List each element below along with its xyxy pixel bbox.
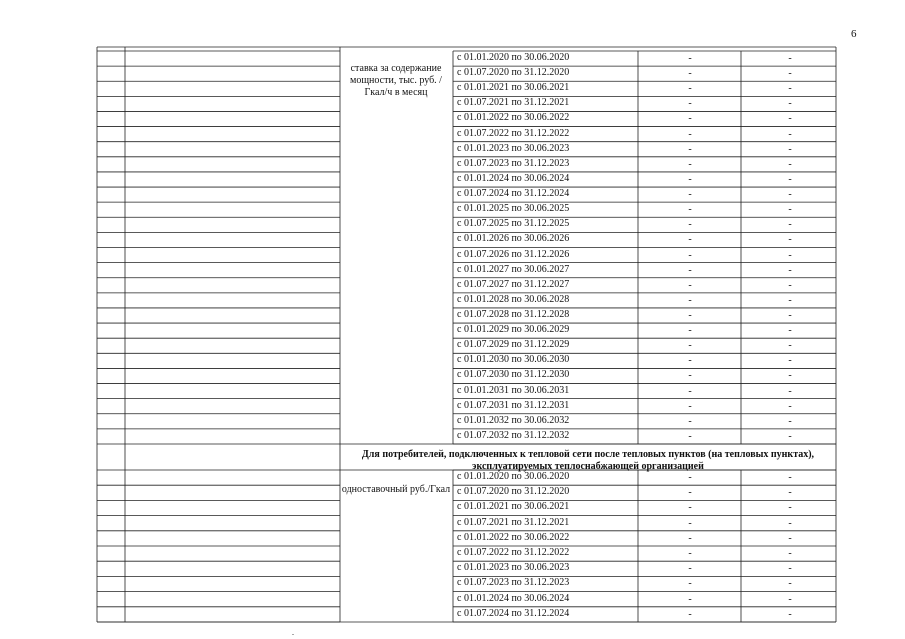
value-cell-1: - [688, 517, 692, 529]
value-cell-2: - [788, 219, 792, 231]
value-cell-1: - [688, 113, 692, 125]
period-cell: с 01.01.2025 по 30.06.2025 [457, 203, 570, 215]
period-cell: с 01.07.2022 по 31.12.2022 [457, 547, 570, 558]
value-cell-2: - [788, 53, 792, 64]
period-cell: с 01.01.2031 по 30.06.2031 [457, 384, 570, 396]
period-cell: с 01.01.2027 по 30.06.2027 [457, 263, 570, 275]
value-cell-2: - [788, 430, 792, 442]
value-cell-2: - [788, 563, 792, 575]
period-cell: с 01.07.2023 по 31.12.2023 [457, 157, 570, 169]
block1-label: ставка за содержание мощности, тыс. руб. /Гкал/ч в месяц [350, 63, 442, 98]
period-cell: с 01.07.2025 по 31.12.2025 [457, 218, 570, 230]
value-cell-1: - [688, 340, 692, 352]
period-cell: с 01.07.2032 по 31.12.2032 [457, 429, 570, 441]
value-cell-2: - [788, 340, 792, 352]
value-cell-2: - [788, 502, 792, 514]
value-cell-1: - [688, 98, 692, 110]
period-cell: с 01.01.2020 по 30.06.2020 [457, 52, 570, 63]
value-cell-1: - [688, 532, 692, 544]
period-cell: с 01.01.2028 по 30.06.2028 [457, 293, 570, 305]
value-cell-2: - [788, 487, 792, 499]
value-cell-1: - [688, 264, 692, 276]
value-cell-2: - [788, 517, 792, 529]
period-cell: с 01.01.2021 по 30.06.2021 [457, 82, 570, 94]
period-cell: с 01.01.2032 по 30.06.2032 [457, 414, 570, 426]
period-cell: с 01.07.2027 по 31.12.2027 [457, 278, 570, 290]
value-cell-1: - [688, 472, 692, 483]
value-cell-1: - [688, 355, 692, 367]
period-cell: с 01.01.2022 по 30.06.2022 [457, 112, 570, 124]
value-cell-2: - [788, 98, 792, 110]
value-cell-1: - [688, 204, 692, 216]
period-cell: с 01.01.2023 по 30.06.2023 [457, 562, 570, 574]
period-cell: с 01.07.2028 по 31.12.2028 [457, 308, 570, 320]
value-cell-1: - [688, 189, 692, 201]
value-cell-2: - [788, 113, 792, 125]
value-cell-2: - [788, 204, 792, 216]
period-cell: с 01.07.2026 по 31.12.2026 [457, 248, 570, 260]
period-cell: с 01.01.2020 по 30.06.2020 [457, 471, 570, 482]
stray-mark: . [292, 628, 294, 637]
value-cell-2: - [788, 385, 792, 397]
value-cell-1: - [688, 502, 692, 514]
value-cell-1: - [688, 128, 692, 140]
value-cell-1: - [688, 68, 692, 80]
value-cell-2: - [788, 173, 792, 185]
period-cell: с 01.01.2024 по 30.06.2024 [457, 172, 570, 184]
value-cell-1: - [688, 294, 692, 306]
value-cell-2: - [788, 158, 792, 170]
period-cell: с 01.01.2026 по 30.06.2026 [457, 233, 570, 245]
value-cell-1: - [688, 219, 692, 231]
period-cell: с 01.07.2020 по 31.12.2020 [457, 67, 570, 79]
value-cell-2: - [788, 309, 792, 321]
period-cell: с 01.07.2030 по 31.12.2030 [457, 369, 570, 381]
value-cell-1: - [688, 173, 692, 185]
period-cell: с 01.01.2024 по 30.06.2024 [457, 592, 570, 604]
value-cell-2: - [788, 279, 792, 291]
period-cell: с 01.07.2022 по 31.12.2022 [457, 127, 570, 139]
value-cell-1: - [688, 400, 692, 412]
section-header: Для потребителей, подключенных к тепловой сети после тепловых пунктов (на тепловых пунктах), эксплуатируемых теплоснабжающей организацией [361, 449, 815, 472]
value-cell-2: - [788, 189, 792, 201]
value-cell-2: - [788, 325, 792, 337]
period-cell: с 01.07.2031 по 31.12.2031 [457, 399, 570, 411]
value-cell-1: - [688, 325, 692, 337]
page-number: 6 [851, 28, 857, 40]
period-cell: с 01.07.2021 по 31.12.2021 [457, 516, 570, 528]
period-cell: с 01.01.2023 по 30.06.2023 [457, 142, 570, 154]
value-cell-2: - [788, 128, 792, 140]
period-cell: с 01.07.2023 по 31.12.2023 [457, 577, 570, 589]
period-cell: с 01.01.2022 по 30.06.2022 [457, 531, 570, 543]
value-cell-2: - [788, 415, 792, 427]
value-cell-2: - [788, 593, 792, 605]
value-cell-1: - [688, 578, 692, 590]
value-cell-1: - [688, 83, 692, 95]
value-cell-1: - [688, 563, 692, 575]
value-cell-2: - [788, 400, 792, 412]
period-cell: с 01.01.2030 по 30.06.2030 [457, 354, 570, 366]
value-cell-2: - [788, 264, 792, 276]
value-cell-2: - [788, 472, 792, 483]
value-cell-2: - [788, 370, 792, 382]
value-cell-2: - [788, 355, 792, 367]
value-cell-2: - [788, 608, 792, 620]
value-cell-1: - [688, 370, 692, 382]
value-cell-1: - [688, 249, 692, 261]
value-cell-1: - [688, 279, 692, 291]
value-cell-1: - [688, 158, 692, 170]
value-cell-1: - [688, 548, 692, 559]
period-cell: с 01.07.2020 по 31.12.2020 [457, 486, 570, 498]
value-cell-2: - [788, 578, 792, 590]
period-cell: с 01.07.2024 по 31.12.2024 [457, 188, 570, 200]
value-cell-1: - [688, 309, 692, 321]
value-cell-2: - [788, 143, 792, 155]
value-cell-2: - [788, 294, 792, 306]
period-cell: с 01.01.2029 по 30.06.2029 [457, 324, 570, 336]
value-cell-1: - [688, 385, 692, 397]
period-cell: с 01.07.2024 по 31.12.2024 [457, 607, 570, 619]
period-cell: с 01.07.2021 по 31.12.2021 [457, 97, 570, 109]
value-cell-1: - [688, 487, 692, 499]
value-cell-1: - [688, 143, 692, 155]
value-cell-1: - [688, 593, 692, 605]
value-cell-1: - [688, 430, 692, 442]
value-cell-1: - [688, 415, 692, 427]
block2-label: одноставочный руб./Гкал [341, 484, 451, 495]
value-cell-1: - [688, 234, 692, 246]
value-cell-2: - [788, 548, 792, 559]
value-cell-1: - [688, 53, 692, 64]
value-cell-1: - [688, 608, 692, 620]
period-cell: с 01.07.2029 по 31.12.2029 [457, 339, 570, 351]
value-cell-2: - [788, 68, 792, 80]
value-cell-2: - [788, 249, 792, 261]
value-cell-2: - [788, 234, 792, 246]
period-cell: с 01.01.2021 по 30.06.2021 [457, 501, 570, 513]
value-cell-2: - [788, 532, 792, 544]
value-cell-2: - [788, 83, 792, 95]
